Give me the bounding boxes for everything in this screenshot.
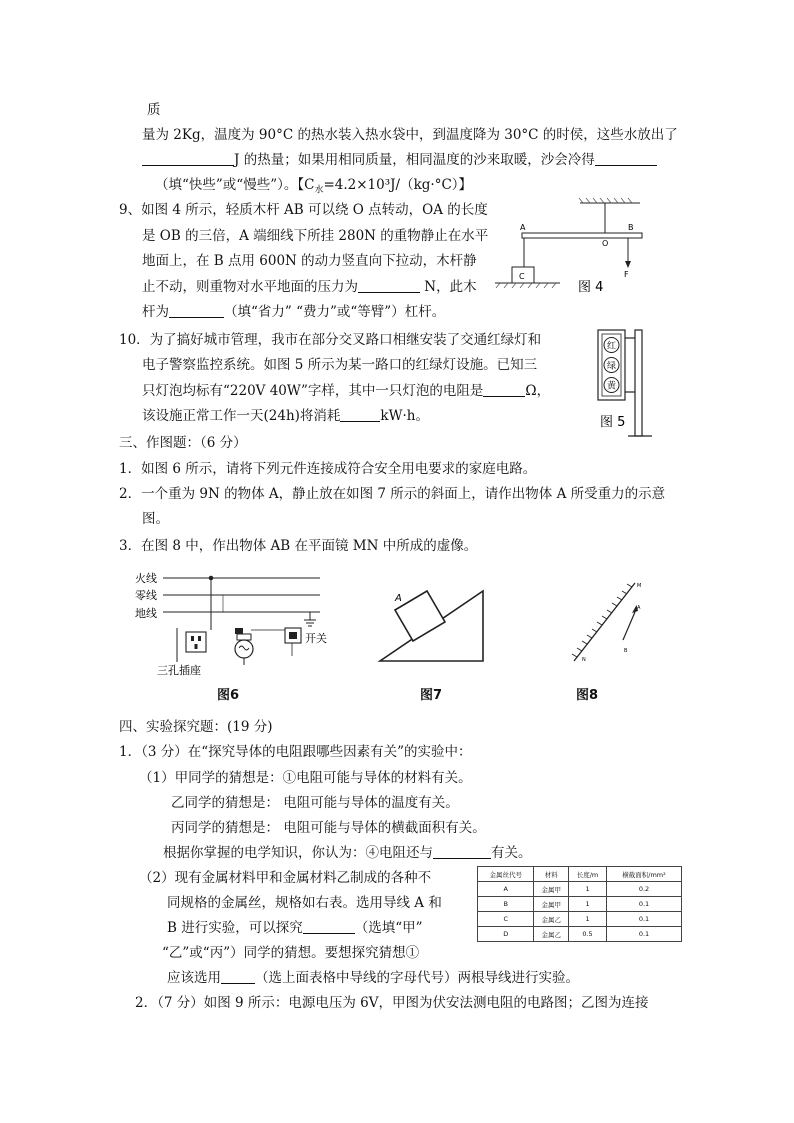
table-header: 金属丝代号: [478, 867, 534, 882]
figure-6-caption: 图6: [217, 688, 240, 703]
answer-blank[interactable]: [169, 303, 224, 318]
sec3-item-1: 1．如图 6 所示，请将下列元件连接成符合安全用电要求的家庭电路。: [119, 461, 537, 477]
table-cell: B: [478, 897, 534, 912]
label-yellow: 黄: [606, 381, 617, 392]
label-A: A: [637, 605, 641, 611]
figure-7-caption: 图7: [420, 688, 443, 703]
table-header-row: [478, 867, 682, 882]
figure-8-plane-mirror: [565, 575, 655, 670]
answer-blank[interactable]: [595, 151, 657, 166]
label-green: 绿: [606, 361, 617, 372]
answer-blank[interactable]: [358, 278, 420, 293]
table-row: [478, 882, 682, 897]
q8-line-1: 质: [147, 102, 161, 118]
q10-line-1: 10．为了搞好城市管理，我市在部分交叉路口相继安装了交通红绿灯和: [119, 332, 542, 348]
table-header: 材料: [534, 867, 569, 882]
table-cell: A: [478, 882, 534, 897]
label-O: O: [602, 239, 609, 248]
sec4-q1-p6: 同规格的金属丝，规格如右表。选用导线 A 和: [167, 895, 442, 911]
sec4-q1-p5: （2）现有金属材料甲和金属材料乙制成的各种不: [139, 870, 432, 886]
table-cell: 0.1: [607, 897, 682, 912]
table-cell: 0.5: [569, 927, 607, 942]
table-cell: 1: [569, 912, 607, 927]
table-row: [478, 912, 682, 927]
q9-line-1: 9、如图 4 所示，轻质木杆 AB 可以绕 O 点转动，OA 的长度: [119, 202, 488, 218]
label-F: F: [624, 270, 629, 279]
sec4-q1-p7: B 进行实验，可以探究 （选填“甲”: [167, 920, 423, 936]
label-A: A: [520, 223, 526, 232]
sec4-q1-p1: （1）甲同学的猜想是：①电阻可能与导体的材料有关。: [139, 770, 472, 786]
figure-4-lever: [490, 195, 650, 300]
table-cell: 金属甲: [534, 882, 569, 897]
q8-line-3: J 的热量；如果用相同质量，相同温度的沙来取暖，沙会冷得: [142, 150, 657, 170]
label-switch: 开关: [305, 632, 327, 645]
answer-blank[interactable]: [340, 407, 380, 422]
sec3-item-2-cont: 图。: [142, 511, 169, 527]
label-object-A: A: [395, 593, 402, 604]
table-cell: 1: [569, 882, 607, 897]
table-row: [478, 927, 682, 942]
figure-5-caption: 图 5: [600, 415, 626, 430]
label-M: M: [637, 583, 642, 589]
figure-4-caption: 图 4: [578, 280, 604, 295]
label-neutral-wire: 零线: [135, 589, 157, 602]
answer-blank[interactable]: [142, 151, 234, 166]
q10-line-2: 电子警察监控系统。如图 5 所示为某一路口的红绿灯设施。已知三: [142, 357, 538, 373]
q10-line-4: 该设施正常工作一天(24h)将消耗 kW·h。: [142, 408, 429, 424]
sec4-q1-p2: 乙同学的猜想是： 电阻可能与导体的温度有关。: [171, 795, 459, 811]
label-live-wire: 火线: [135, 572, 157, 585]
sec4-q1-p3: 丙同学的猜想是： 电阻可能与导体的横截面积有关。: [171, 820, 486, 836]
table-header: 横截面积/mm²: [607, 867, 682, 882]
table-cell: 金属乙: [534, 912, 569, 927]
table-cell: 金属甲: [534, 897, 569, 912]
answer-blank[interactable]: [433, 844, 491, 859]
answer-blank[interactable]: [221, 969, 255, 984]
label-N: N: [582, 657, 586, 663]
q8-line-4: （填“快些”或“慢些”）。【$C_水=4.2\times 10^3J/(kg\cdot^\circ C)$】: [155, 177, 473, 196]
sec3-item-2: 2．一个重为 9N 的物体 A，静止放在如图 7 所示的斜面上，请作出物体 A 所受重力的示意: [119, 486, 666, 502]
q10-line-3: 只灯泡均标有“220V 40W”字样，其中一只灯泡的电阻是 Ω，: [142, 383, 551, 399]
q9-line-2: 是 OB 的三倍，A 端细线下所挂 280N 的重物静止在水平: [142, 228, 489, 244]
section-3-title: 三、作图题：（6 分）: [119, 435, 247, 451]
sec4-q1-p9: 应该选用 （选上面表格中导线的字母代号）两根导线进行实验。: [167, 970, 579, 986]
label-B: B: [628, 223, 634, 232]
q9-line-3: 地面上，在 B 点用 600N 的动力竖直向下拉动，木杆静: [142, 253, 477, 269]
label-three-pin-socket: 三孔插座: [157, 664, 201, 677]
sec4-q2: 2．（7 分）如图 9 所示：电源电压为 6V，甲图为伏安法测电阻的电路图；乙图为连接: [135, 995, 649, 1011]
figure-7-incline: [375, 575, 490, 665]
answer-blank[interactable]: [483, 382, 525, 397]
table-cell: 0.1: [607, 912, 682, 927]
sec3-item-3: 3．在图 8 中，作出物体 AB 在平面镜 MN 中所成的虚像。: [119, 538, 478, 554]
label-red: 红: [606, 341, 617, 352]
label-ground-wire: 地线: [135, 607, 157, 620]
q9-line-4: 止不动，则重物对水平地面的压力为 N，此木: [142, 279, 477, 295]
figure-8-caption: 图8: [576, 688, 599, 703]
table-cell: 0.1: [607, 927, 682, 942]
table-cell: 0.2: [607, 882, 682, 897]
sec4-q1-p4: 根据你掌握的电学知识，你认为：④电阻还与 有关。: [163, 845, 532, 861]
table-row: [478, 897, 682, 912]
sec4-q1-p8: “乙”或“丙”）同学的猜想。要想探究猜想①: [162, 945, 420, 961]
q9-line-5: 杆为 （填“省力” “费力”或“等臂”）杠杆。: [142, 304, 446, 320]
answer-blank[interactable]: [303, 919, 355, 934]
wire-spec-table: [477, 866, 682, 942]
table-cell: C: [478, 912, 534, 927]
sec4-q1: 1．（3 分）在“探究导体的电阻跟哪些因素有关”的实验中：: [119, 744, 472, 760]
figure-6-circuit: [135, 570, 325, 682]
figure-5-traffic-light: [590, 328, 660, 443]
table-header: 长度/m: [569, 867, 607, 882]
table-cell: D: [478, 927, 534, 942]
q8-line-2: 量为 2Kg，温度为 90°C 的热水装入热水袋中，到温度降为 30°C 的时侯，这些水放出了: [142, 127, 678, 143]
table-cell: 金属乙: [534, 927, 569, 942]
label-C: C: [519, 272, 525, 281]
label-B: B: [624, 648, 628, 654]
section-4-title: 四、实验探究题：(19 分): [119, 719, 273, 735]
table-cell: 1: [569, 897, 607, 912]
